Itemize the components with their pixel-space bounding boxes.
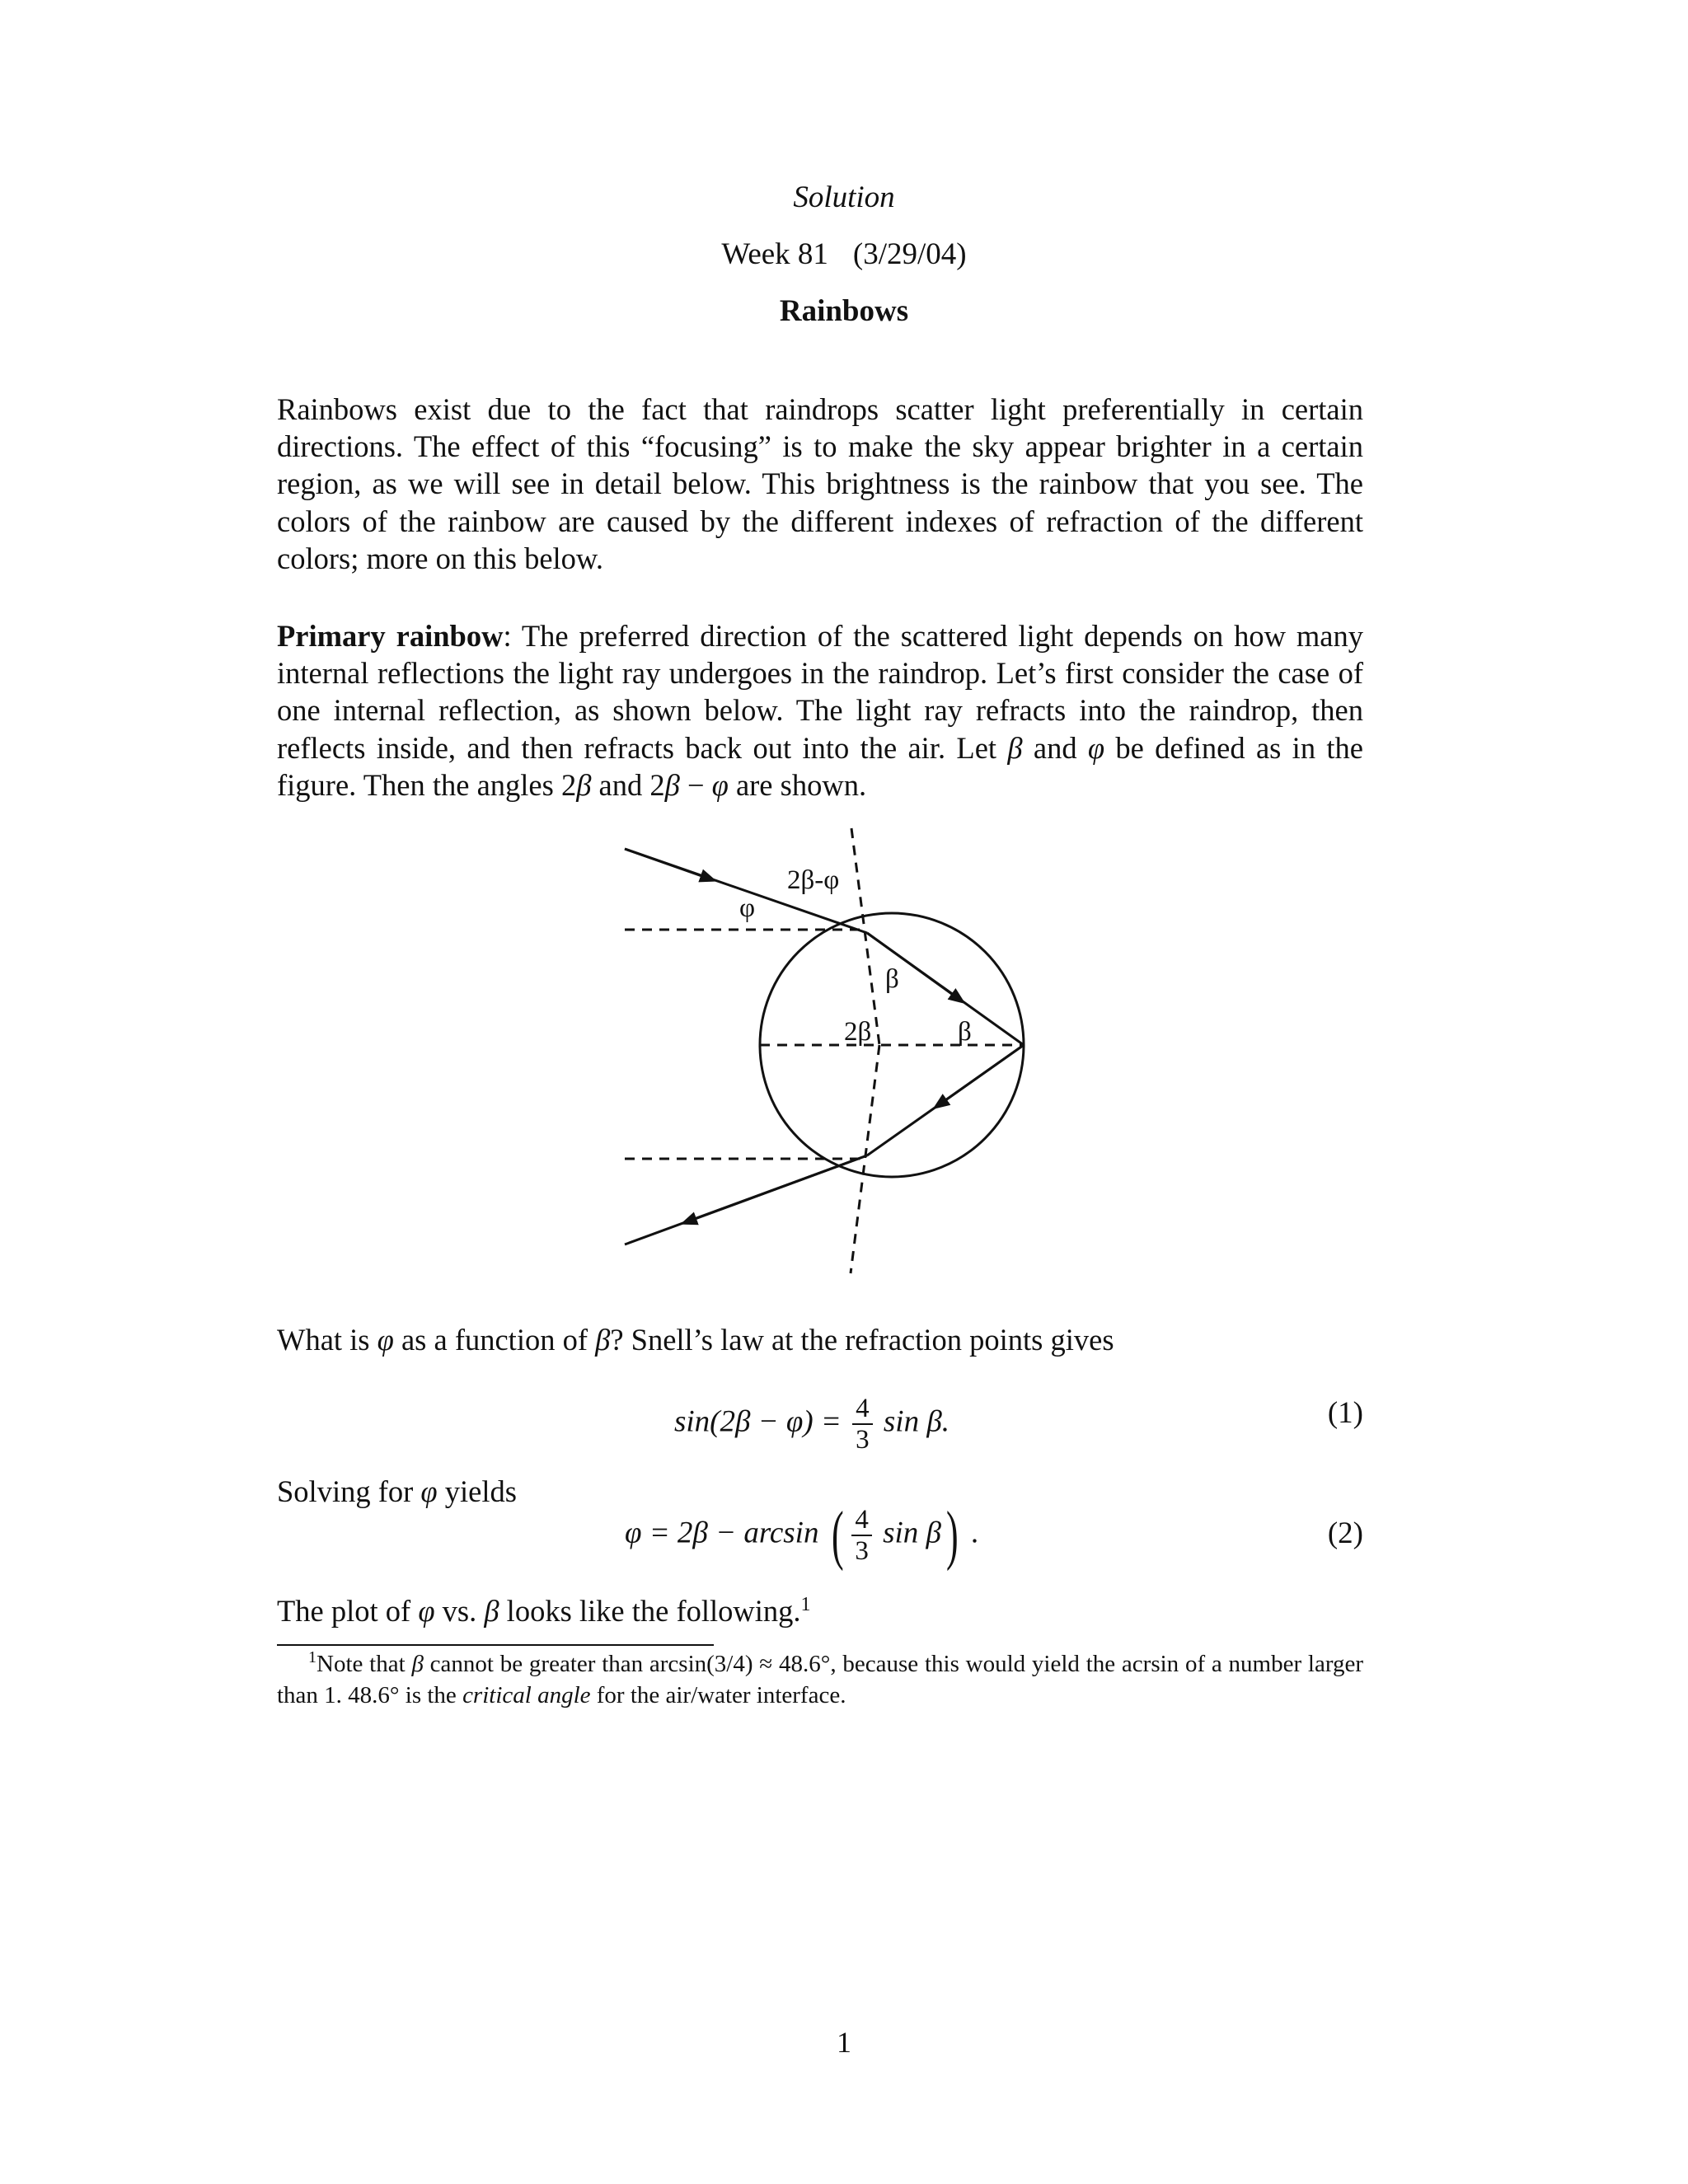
eq1-fraction	[852, 1394, 873, 1455]
eq2-left-paren: (	[831, 1499, 844, 1572]
footnote-text-1: Note that	[316, 1651, 412, 1677]
critical-angle-emphasis: critical angle	[462, 1682, 591, 1708]
eq2-numerator: 4	[851, 1505, 872, 1536]
incoming-ray-arrow	[625, 849, 709, 879]
equation-1	[277, 1379, 1363, 1453]
primary-rainbow-heading: Primary rainbow	[277, 619, 504, 653]
eq2-rhs: sin β	[883, 1516, 941, 1550]
beta-symbol: β	[411, 1651, 424, 1677]
internal-ray-down	[867, 933, 1024, 1045]
week-date-line	[0, 237, 1688, 272]
question-text-3: ? Snell’s law at the refraction points gives	[610, 1323, 1114, 1357]
phi-symbol: φ	[377, 1323, 394, 1357]
equation-number-2: (2)	[1327, 1516, 1363, 1550]
page-title: Rainbows	[779, 294, 909, 328]
beta-symbol: β	[576, 767, 592, 802]
eq1-lhs: sin(2β − φ) =	[674, 1404, 842, 1439]
eq2-fraction	[851, 1505, 872, 1566]
primary-text-2: be defined as in the figure. Then the angles 2	[277, 730, 1363, 802]
raindrop-circle	[760, 913, 1024, 1177]
label-beta-right: β	[958, 1017, 972, 1047]
outgoing-ray-arrow	[688, 1155, 867, 1221]
footnote-reference[interactable]: 1	[800, 1593, 811, 1615]
question-text-2: as a function of	[393, 1323, 596, 1357]
beta-symbol: β	[484, 1594, 499, 1628]
eq2-denominator: 3	[855, 1536, 869, 1566]
beta-symbol: β	[595, 1323, 611, 1357]
page-number: 1	[837, 2026, 851, 2059]
reflected-ray-arrow	[940, 1045, 1024, 1104]
equation-2	[277, 1499, 1363, 1577]
beta-symbol: β	[664, 767, 680, 802]
question-text-1: What is	[277, 1323, 377, 1357]
primary-rainbow-paragraph	[277, 617, 1363, 804]
phi-symbol: φ	[420, 1474, 438, 1508]
and-word: and	[1022, 730, 1088, 765]
plot-text-2: vs.	[434, 1594, 485, 1628]
label-phi: φ	[739, 893, 756, 923]
top-normal-dashed-line	[851, 828, 879, 1045]
phi-symbol: φ	[1087, 730, 1105, 765]
eq2-right-paren: )	[945, 1499, 959, 1572]
eq1-denominator: 3	[856, 1425, 870, 1455]
minus-sign: −	[679, 767, 712, 802]
plot-text-3: looks like the following.	[499, 1594, 801, 1628]
date: (3/29/04)	[852, 237, 967, 271]
primary-text-4: are shown.	[728, 767, 867, 802]
solving-text-1: Solving for	[277, 1474, 421, 1508]
beta-symbol: β	[1007, 730, 1023, 765]
equation-number-1: (1)	[1327, 1396, 1363, 1430]
primary-text-3: and 2	[591, 767, 665, 802]
label-2beta: 2β	[844, 1017, 872, 1047]
outgoing-ray	[625, 1155, 867, 1244]
phi-symbol: φ	[711, 767, 729, 802]
footnote	[277, 1648, 1363, 1711]
eq2-lhs: φ = 2β − arcsin	[625, 1516, 819, 1550]
label-2beta-minus-phi: 2β-φ	[787, 865, 840, 895]
intro-paragraph: Rainbows exist due to the fact that raindrops scatter light preferentially in certain directions. The effect of this “focusing” is to make the sky appear brighter in a certain region, as we will see in detail below. This brightness is the rainbow that you see. The colors of the rainbow are caused by the different indexes of refraction of the different colors; more on this below.	[277, 392, 1363, 575]
primary-text-1: : The preferred direction of the scattered light depends on how many internal reflections the light ray undergoes in the raindrop. Let’s first consider the case of one internal reflection, as shown below. The light ray refracts into the raindrop, then reflects inside, and then refracts back out into the air. Let	[277, 619, 1363, 765]
reflected-ray	[867, 1045, 1024, 1155]
incoming-ray	[625, 849, 867, 933]
phi-symbol: φ	[418, 1594, 435, 1628]
solving-text-2: yields	[437, 1474, 517, 1508]
bottom-normal-dashed-line	[851, 1045, 879, 1273]
week-number: Week 81	[721, 237, 828, 271]
footnote-text-3: for the air/water interface.	[590, 1682, 846, 1708]
footnote-rule	[277, 1644, 714, 1646]
label-beta-top: β	[885, 964, 899, 994]
solution-label: Solution	[793, 180, 895, 214]
plot-text-1: The plot of	[277, 1594, 419, 1628]
eq2-period: .	[970, 1516, 979, 1550]
eq1-numerator: 4	[852, 1394, 873, 1425]
footnote-text-2: cannot be greater than arcsin(3/4) ≈ 48.6°, because this would yield the acrsin of a number larger than 1. 48.6° is the	[277, 1651, 1364, 1708]
question-paragraph	[277, 1321, 1363, 1358]
eq1-rhs: sin β.	[883, 1404, 950, 1439]
internal-ray-down-arrow	[867, 933, 959, 999]
footnote-mark: 1	[308, 1648, 316, 1667]
plot-intro-paragraph	[277, 1592, 1363, 1629]
